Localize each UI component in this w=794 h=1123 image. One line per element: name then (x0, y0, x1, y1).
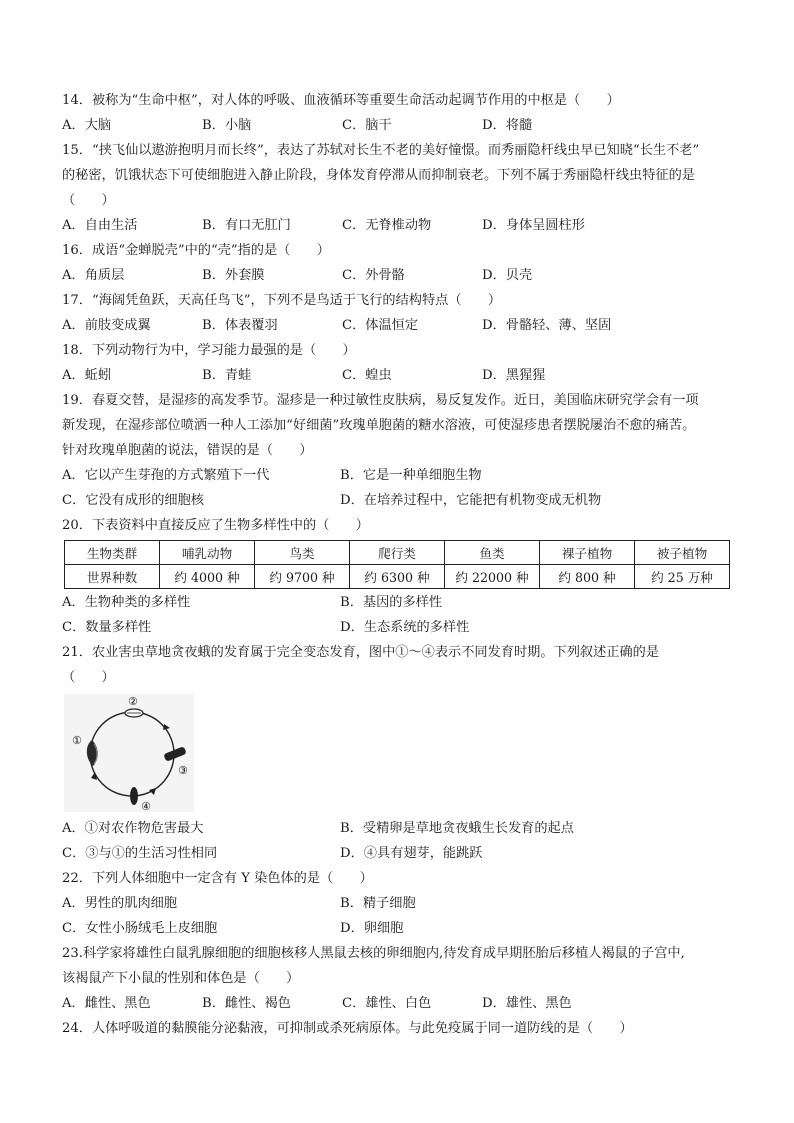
option-d[interactable]: D．身体呈圆柱形 (482, 218, 585, 233)
question-stem: 16．成语“金蝉脱壳”中的“壳”指的是（ ） (62, 243, 330, 258)
option-d[interactable]: D．生态系统的多样性 (340, 620, 470, 635)
question-stem: 18．下列动物行为中，学习能力最强的是（ ） (62, 343, 356, 358)
life-cycle-diagram (64, 694, 732, 812)
question-stem-line: 新发现，在湿疹部位喷洒一种人工添加“好细菌”玫瑰单胞菌的糖水溶液，可使湿疹患者摆脱屡治不愈的痛苦。 (62, 418, 696, 433)
options-row (62, 590, 732, 615)
stage-label-2: ② (128, 695, 138, 708)
question-19 (62, 388, 732, 513)
option-c[interactable]: C．外骨骼 (342, 268, 405, 283)
question-stem: 24．人体呼吸道的黏膜能分泌黏液，可抑制或杀死病原体。与此免疫属于同一道防线的是（ ） (62, 1021, 633, 1036)
option-b[interactable]: B．小脑 (202, 118, 252, 133)
options-row (62, 916, 732, 941)
table-cell: 鱼类 (445, 541, 540, 565)
option-d[interactable]: D．黑猩猩 (482, 368, 546, 383)
options-row (62, 615, 732, 640)
option-c[interactable]: C．女性小肠绒毛上皮细胞 (62, 921, 218, 936)
question-stem-line: （ ） (62, 670, 115, 685)
question-stem-line: 该褐鼠产下小鼠的性别和体色是（ ） (62, 971, 300, 986)
option-c[interactable]: C．雄性、白色 (342, 996, 432, 1011)
options-row (62, 263, 732, 288)
option-a[interactable]: A．角质层 (62, 268, 125, 283)
option-d[interactable]: D．雄性、黑色 (482, 996, 572, 1011)
table-cell: 爬行类 (350, 541, 445, 565)
table-cell: 哺乳动物 (160, 541, 255, 565)
pupa-stage-icon (130, 787, 138, 805)
option-d[interactable]: D．卵细胞 (340, 921, 404, 936)
question-stem-line: 21．农业害虫草地贪夜蛾的发育属于完全变态发育，图中①～④表示不同发育时期。下列叙述正确的是 (62, 645, 660, 660)
option-a[interactable]: A．大脑 (62, 118, 112, 133)
question-23 (62, 941, 732, 1016)
question-18 (62, 338, 732, 388)
table-row (65, 565, 730, 589)
option-a[interactable]: A．生物种类的多样性 (62, 595, 191, 610)
question-20 (62, 513, 732, 640)
question-24 (62, 1016, 732, 1041)
option-b[interactable]: B．雌性、褐色 (202, 996, 291, 1011)
table-cell: 裸子植物 (540, 541, 635, 565)
question-stem: 22．下列人体细胞中一定含有 Y 染色体的是（ ） (62, 871, 373, 886)
table-cell: 约 4000 种 (160, 565, 255, 589)
species-table (64, 540, 730, 589)
table-cell: 约 22000 种 (445, 565, 540, 589)
options-row (62, 113, 732, 138)
question-21 (62, 640, 732, 866)
option-c[interactable]: C．蝗虫 (342, 368, 392, 383)
question-stem: 14．被称为“生命中枢”，对人体的呼吸、血液循环等重要生命活动起调节作用的中枢是（ ） (62, 93, 620, 108)
life-cycle-figure (64, 694, 194, 812)
option-a[interactable]: A．前肢变成翼 (62, 318, 151, 333)
options-row (62, 463, 732, 488)
option-b[interactable]: B．它是一种单细胞生物 (340, 468, 482, 483)
table-row (65, 541, 730, 565)
stage-label-4: ④ (141, 800, 151, 812)
option-b[interactable]: B．外套膜 (202, 268, 265, 283)
options-row (62, 891, 732, 916)
table-cell: 生物类群 (65, 541, 160, 565)
option-c[interactable]: C．它没有成形的细胞核 (62, 493, 204, 508)
question-stem: 17．“海阔凭鱼跃，天高任鸟飞”，下列不是鸟适于飞行的结构特点（ ） (62, 293, 502, 308)
question-stem-line: 针对玫瑰单胞菌的说法，错误的是（ ） (62, 443, 313, 458)
table-cell: 世界种数 (65, 565, 160, 589)
option-b[interactable]: B．基因的多样性 (340, 595, 443, 610)
option-d[interactable]: D．④具有翅芽，能跳跃 (340, 846, 483, 861)
question-16 (62, 238, 732, 288)
table-cell: 被子植物 (635, 541, 730, 565)
options-row (62, 816, 732, 841)
option-c[interactable]: C．脑干 (342, 118, 392, 133)
option-a[interactable]: A．雌性、黑色 (62, 996, 151, 1011)
table-cell: 约 6300 种 (350, 565, 445, 589)
question-stem-line: 15．“挟飞仙以遨游抱明月而长终”，表达了苏轼对长生不老的美好憧憬。而秀丽隐杆线虫早已知晓“长生不老” (62, 143, 700, 158)
exam-page (62, 88, 732, 1041)
option-c[interactable]: C．无脊椎动物 (342, 218, 432, 233)
table-cell: 约 9700 种 (255, 565, 350, 589)
options-row (62, 363, 732, 388)
table-cell: 约 800 种 (540, 565, 635, 589)
question-stem-line: 19．春夏交替，是湿疹的高发季节。湿疹是一种过敏性皮肤病，易反复发作。近日，美国临床研究学会有一项 (62, 393, 699, 408)
option-a[interactable]: A．自由生活 (62, 218, 138, 233)
options-row (62, 313, 732, 338)
options-row (62, 841, 732, 866)
question-22 (62, 866, 732, 941)
stage-label-1: ① (72, 734, 82, 747)
option-b[interactable]: B．体表覆羽 (202, 318, 278, 333)
option-a[interactable]: A．男性的肌肉细胞 (62, 896, 178, 911)
table-cell: 鸟类 (255, 541, 350, 565)
option-d[interactable]: D．将髓 (482, 118, 533, 133)
option-c[interactable]: C．体温恒定 (342, 318, 419, 333)
option-b[interactable]: B．精子细胞 (340, 896, 416, 911)
option-a[interactable]: A．蚯蚓 (62, 368, 112, 383)
question-stem-line: 的秘密，饥饿状态下可使细胞进入静止阶段，身体发育停滞从而抑制衰老。下列不属于秀丽隐杆线虫特征的是 (62, 168, 695, 183)
question-14 (62, 88, 732, 138)
option-a[interactable]: A．①对农作物危害最大 (62, 821, 204, 836)
option-a[interactable]: A．它以产生芽孢的方式繁殖下一代 (62, 468, 270, 483)
question-15 (62, 138, 732, 238)
option-b[interactable]: B．有口无肛门 (202, 218, 291, 233)
option-c[interactable]: C．数量多样性 (62, 620, 152, 635)
question-stem-line: 23.科学家将雄性白鼠乳腺细胞的细胞核移人黑鼠去核的卵细胞内,待发育成早期胚胎后移植人褐鼠的子宫中, (62, 946, 685, 961)
options-row (62, 991, 732, 1016)
question-stem-line: （ ） (62, 193, 115, 208)
stage-label-3: ③ (178, 764, 188, 777)
question-stem: 20．下表资料中直接反应了生物多样性中的（ ） (62, 518, 369, 533)
option-d[interactable]: D．骨骼轻、薄、坚固 (482, 318, 612, 333)
option-d[interactable]: D．贝壳 (482, 268, 533, 283)
option-c[interactable]: C．③与①的生活习性相同 (62, 846, 218, 861)
options-row (62, 213, 732, 238)
option-b[interactable]: B．受精卵是草地贪夜蛾生长发育的起点 (340, 821, 574, 836)
options-row (62, 488, 732, 513)
table-cell: 约 25 万种 (635, 565, 730, 589)
option-d[interactable]: D．在培养过程中，它能把有机物变成无机物 (340, 493, 602, 508)
question-17 (62, 288, 732, 338)
option-b[interactable]: B．青蛙 (202, 368, 252, 383)
